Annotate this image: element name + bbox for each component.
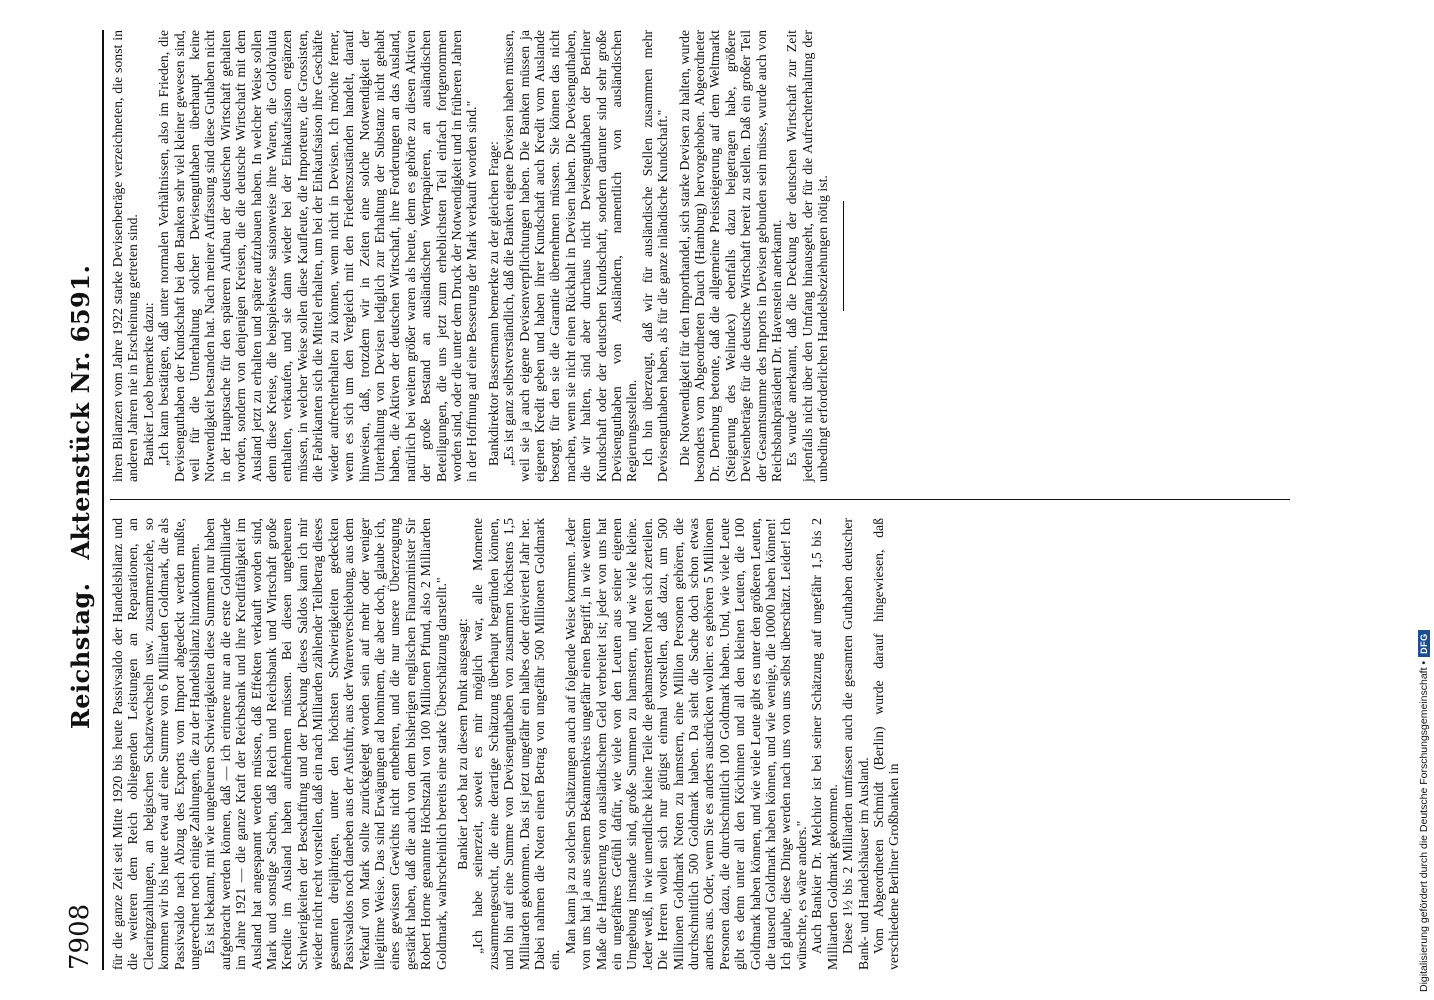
- column-divider: [110, 499, 1290, 500]
- right-paragraph-8: Es wurde anerkannt, daß die Deckung der deutschen Wirtschaft zur Zeit jedenfalls nicht über den Umfang hinausgeht, der für die Aufrechterhaltung der unbedingt erforderlichen Handelsbeziehungen nötig ist.: [784, 30, 831, 482]
- credit-text: Digitalisierung gefördert durch die Deutsche Forschungsgemeinschaft •: [1418, 660, 1430, 992]
- right-paragraph-7: Die Notwendigkeit für den Importhandel, sich starke Devisen zu halten, wurde besonders vom Abgeordneten Dauch (Hamburg) hervorgehoben. Abgeordneter Dr. Dernburg betonte, daß die allgemeine Preissteigerung auf dem Weltmarkt (Steigerung des Welindex) ebenfalls dazu beigetragen habe, größere Devisenbeträge für die deutsche Wirtschaft bereit zu stellen. Daß ein großer Teil der Gesamtsumme des Imports in Devisen gebunden sein müsse, wurde auch von Reichsbankpräsident Dr. Havenstein anerkannt.: [676, 30, 785, 482]
- right-paragraph-2: Bankier Loeb bemerkte dazu:: [140, 302, 156, 466]
- header-title: Reichstag.: [65, 582, 95, 730]
- left-paragraph-4: „Ich habe seinerzeit, soweit es mir möglich war, alle Momente zusammengesucht, die eine derartige Schätzung überhaupt begründen können, und bin auf eine Summe von Devisenguthaben von zusammen höchstens 1,5 Milliarden gekommen. Das ist jetzt ungefähr ein halbes oder dreiviertel Jahr her. Dabei nahmen die Noten einen Betrag von ungefähr 500 Millionen Goldmark ein.: [470, 518, 563, 970]
- left-paragraph-1: für die ganze Zeit seit Mitte 1920 bis heute Passivsaldo der Handelsbilanz und die weiteren dem Reich obliegenden Leistungen an Reparationen, an Clearingzahlungen, an belgischen Schatzwechseln usw. zusammenziehe, so kommen wir bis heute etwa auf eine Summe von 6 Milliarden Goldmark, die als Passivsaldo nach Abzug des Exports vom Import abgedeckt werden mußte, ungerechnet noch einige Zahlungen, die zu der Handelsbilanz hinzukommen.: [110, 518, 203, 970]
- left-paragraph-5: Man kann ja zu solchen Schätzungen auch auf folgende Weise kommen. Jeder von uns hat ja aus seinem Bekanntenkreis ungefähr einen Begriff, in wie weitem Maße die Hamsterung von ausländischem Geld verbreitet ist; jeder von uns hat ein ungefähres Gefühl dafür, wie viele von den Leuten aus seiner eigenen Umgebung imstande sind, große Summen zu hamstern, und wie viele kleine. Jeder weiß, in wie unendliche kleine Teile die gehamsterten Noten sich zerteilen. Die Herren wollen sich nur gütigst einmal vorstellen, daß dazu, um 500 Millionen Goldmark Noten zu hamstern, eine Million Personen gehören, die durchschnittlich 500 Goldmark haben. Da sieht die Sache doch schon etwas anders aus. Oder, wenn Sie es anders ausdrücken wollen: es gehören 5 Millionen Personen dazu, die durchschnittlich 100 Goldmark haben. Und, wie viele Leute gibt es denn unter all den Köchinnen und all den kleinen Leuten, die 100 Goldmark haben können, und wie viele Leute gibt es unter den größeren Leuten, die tausend Goldmark haben können, und wie wenige, die 10000 haben können! Ich glaube, diese Dinge werden nach uns von uns selbst überschätzt. Leider! Ich wünschte, es wäre anders.": [562, 518, 809, 970]
- header-document-number: Aktenstück Nr. 6591.: [65, 264, 95, 560]
- left-paragraph-6: Auch Bankier Dr. Melchior ist bei seiner Schätzung auf ungefähr 1,5 bis 2 Milliarden Goldmark gekommen.: [809, 518, 840, 970]
- right-paragraph-5: „Es ist ganz selbstverständlich, daß die Banken eigene Devisen haben müssen, weil sie ja auch eigene Devisenverpflichtungen haben. Die Banken müssen ja eigenen Kredit geben und haben ihrer Kundschaft auch Kredit vom Auslande besorgt, für den sie die Garantie übernehmen müssen. Sie können das nicht machen, wenn sie nicht einen Rückhalt in Devisen haben. Die Devisenguthaben, die wir halten, sind aber durchaus nicht Devisenguthaben der Berliner Kundschaft oder der deutschen Kundschaft, sondern darunter sind sehr große Devisenguthaben von Ausländern, namentlich von ausländischen Regierungsstellen.: [501, 30, 640, 482]
- left-paragraph-8: Vom Abgeordneten Schmidt (Berlin) wurde darauf hingewiesen, daß verschiedene Berliner Großbanken in: [870, 518, 902, 970]
- right-column: [110, 30, 844, 482]
- right-paragraph-3: „Ich kann bestätigen, daß unter normalen Verhältnissen, also im Frieden, die Devisenguthaben der Kundschaft bei den Banken sehr viel kleiner gewesen sind, weil für die Unterhaltung solcher Devisenguthaben überhaupt keine Notwendigkeit bestanden hat. Nach meiner Auffassung sind diese Guthaben nicht in der Hauptsache für den späteren Aufbau der deutschen Wirtschaft gehalten worden, sondern von denjenigen Kreisen, die die deutsche Wirtschaft mit dem Ausland jetzt zu erhalten und später aufzubauen haben. In welcher Weise sollen denn diese Kreise, die beispielsweise saisonweise ihre Waren, die Goldvaluta enthalten, verkaufen, und sie dann wieder bei der Einkaufsaison ergänzen müssen, in welcher Weise sollen diese Kaufleute, die Importeure, die Grossisten, die Fabrikanten sich die Mittel erhalten, um bei der Einkaufsaison ihre Geschäfte wieder aufrechterhalten zu können, wenn nicht in Devisen. Ich möchte ferner, wenn es sich um den Vergleich mit den Friedenszuständen handelt, darauf hinweisen, daß, trotzdem wir in Zeiten eine solche Notwendigkeit der Unterhaltung von Devisen lediglich zur Erhaltung der Substanz nicht gehabt haben, die Aktiven der deutschen Wirtschaft, ihre Forderungen an das Ausland, natürlich bei weitem größer waren als heute, denn es gehörte zu diesen Aktiven der große Bestand an ausländischen Wertpapieren, an ausländischen Beteiligungen, die uns jetzt zum erheblichsten Teil einfach fortgenommen worden sind, oder die unter dem Druck der Notwendigkeit und in früheren Jahren in der Hoffnung auf eine Besserung der Mark verkauft worden sind.": [156, 30, 480, 482]
- right-paragraph-6: Ich bin überzeugt, daß wir für ausländische Stellen zusammen mehr Devisenguthaben haben, als für die ganze inländische Kundschaft.": [639, 30, 671, 482]
- right-paragraph-1: ihren Bilanzen vom Jahre 1922 starke Devisenbeträge verzeichneten, die sonst in anderen Jahren nie in Erscheinung getreten sind.: [110, 30, 141, 482]
- running-title: [66, 265, 95, 730]
- end-rule: [843, 201, 844, 311]
- digitization-credit: [1418, 630, 1430, 992]
- left-paragraph-3: Bankier Loeb hat zu diesem Punkt ausgesagt:: [454, 618, 470, 870]
- document-page: [58, 30, 1348, 970]
- left-column: [110, 518, 902, 970]
- page-header: [58, 30, 104, 970]
- dfg-logo: DFG: [1418, 630, 1430, 657]
- left-paragraph-7: Diese 1½ bis 2 Milliarden umfassen auch die gesamten Guthaben deutscher Bank- und Handelshäuser im Ausland.: [840, 518, 871, 970]
- page-number: 7908: [65, 903, 95, 970]
- left-paragraph-2: Es ist bekannt, mit wie ungeheuren Schwierigkeiten diese Summen nur haben aufgebracht werden können, daß — ich erinnere nur an die erste Goldmilliarde im Jahre 1921 — die ganze Kraft der Reichsbank und ihre Kreditfähigkeit im Ausland hat angespannt werden müssen, daß Effekten verkauft worden sind, Mark und sonstige Sachen, daß Reich und Reichsbank und Wirtschaft große Kredite im Ausland haben aufnehmen müssen. Bei diesen ungeheuren Schwierigkeiten der Beschaffung und der Deckung dieses Saldos kann ich mir wieder nicht recht vorstellen, daß ein nach Milliarden zählender Teilbetrag dieses gesamten dreijährigen, unter den höchsten Schwierigkeiten gedeckten Passivsaldos noch daneben aus der Ausfuhr, aus der Warenverschiebung, aus dem Verkauf von Mark sollte zurückgelegt worden sein auf mehr oder weniger illegitime Weise. Das sind Erwägungen ad hominem, die aber doch, glaube ich, eines gewissen Gewichts nicht entbehren, und die nur unsere Überzeugung gestärkt haben, daß die auch von dem bisherigen englischen Finanzminister Sir Robert Horne genannte Höchstzahl von 100 Millionen Pfund, also 2 Milliarden Goldmark, wahrscheinlich bereits eine starke Überschätzung darstellt.": [202, 518, 449, 970]
- right-paragraph-4: Bankdirektor Bassermann bemerkte zu der gleichen Frage:: [485, 141, 501, 466]
